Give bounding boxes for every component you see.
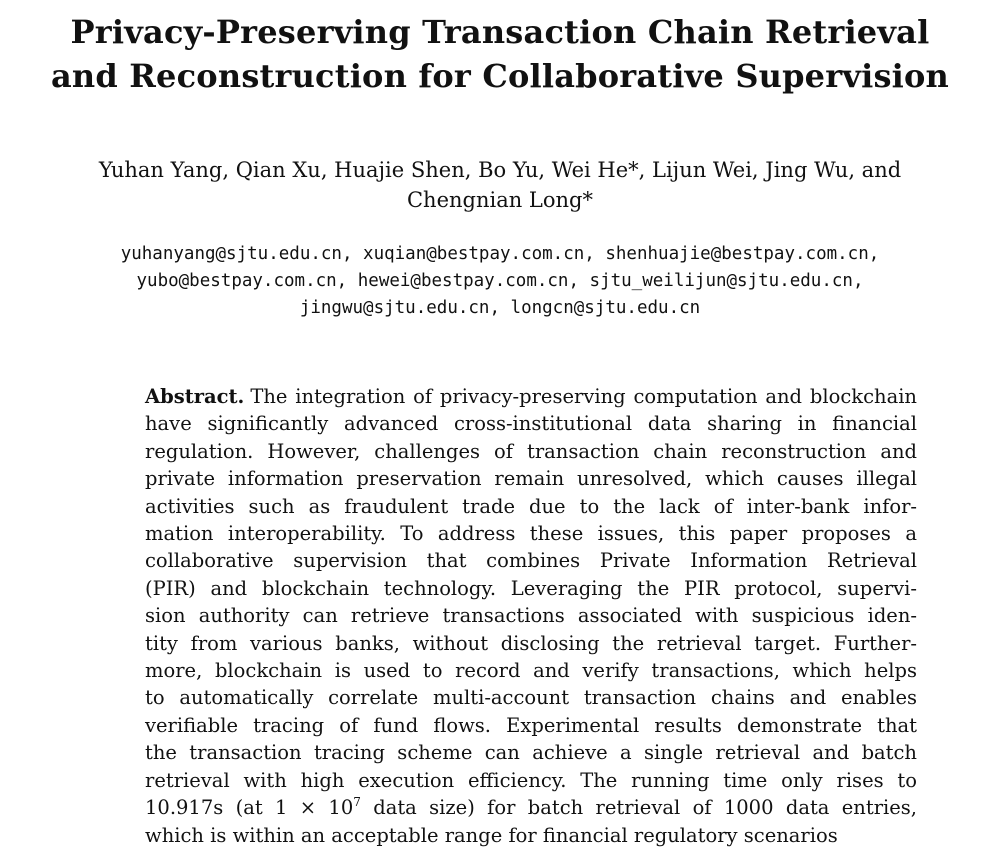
abstract-line: have significantly advanced cross-institutional data sharing in financial <box>145 412 917 436</box>
abstract-line: private information preservation remain unresolved, which causes illegal <box>145 467 917 491</box>
abstract-line: sion authority can retrieve transactions associated with suspicious iden- <box>145 604 917 628</box>
exponent: 7 <box>353 795 361 810</box>
abstract-line: mation interoperability. To address these issues, this paper proposes a <box>145 522 917 546</box>
title-line-1: Privacy-Preserving Transaction Chain Retrieval <box>70 13 930 51</box>
email-list <box>0 241 1000 322</box>
line16-pre: 10.917s (at 1 × 10 <box>145 796 354 820</box>
abstract-label: Abstract. <box>145 385 245 408</box>
author-line-1: Yuhan Yang, Qian Xu, Huajie Shen, Bo Yu, Wei He*, Lijun Wei, Jing Wu, and <box>98 158 902 182</box>
title-line-2: and Reconstruction for Collaborative Supervision <box>50 57 950 95</box>
abstract-line-with-exponent <box>145 794 917 821</box>
abstract-line: (PIR) and blockchain technology. Leveraging the PIR protocol, supervi- <box>145 576 917 600</box>
abstract-line: retrieval with high execution efficiency. The running time only rises to <box>145 768 917 792</box>
abstract-line: which is within an acceptable range for financial regulatory scenarios <box>145 823 838 847</box>
abstract-line: activities such as fraudulent trade due to the lack of inter-bank infor- <box>145 494 917 518</box>
author-list <box>0 155 1000 215</box>
abstract-line: more, blockchain is used to record and verify transactions, which helps <box>145 659 917 683</box>
email-line-2: yubo@bestpay.com.cn, hewei@bestpay.com.cn, sjtu_weilijun@sjtu.edu.cn, <box>136 271 864 291</box>
email-line-3: jingwu@sjtu.edu.cn, longcn@sjtu.edu.cn <box>299 298 701 318</box>
author-line-2: Chengnian Long* <box>406 188 593 212</box>
abstract-line: regulation. However, challenges of transaction chain reconstruction and <box>145 439 917 463</box>
abstract-line: verifiable tracing of fund flows. Experimental results demonstrate that <box>145 713 917 737</box>
abstract-line: collaborative supervision that combines Private Information Retrieval <box>145 549 917 573</box>
abstract-line <box>145 383 917 410</box>
abstract-line: tity from various banks, without disclosing the retrieval target. Further- <box>145 631 917 655</box>
paper-title <box>0 10 1000 98</box>
line16-post: data size) for batch retrieval of 1000 data entries, <box>360 796 917 820</box>
abstract-line: the transaction tracing scheme can achieve a single retrieval and batch <box>145 741 917 765</box>
abstract-line: to automatically correlate multi-account transaction chains and enables <box>145 686 917 710</box>
abstract-line-text: The integration of privacy-preserving computation and blockchain <box>250 385 917 408</box>
abstract <box>145 383 917 849</box>
email-line-1: yuhanyang@sjtu.edu.cn, xuqian@bestpay.com.cn, shenhuajie@bestpay.com.cn, <box>120 244 880 264</box>
